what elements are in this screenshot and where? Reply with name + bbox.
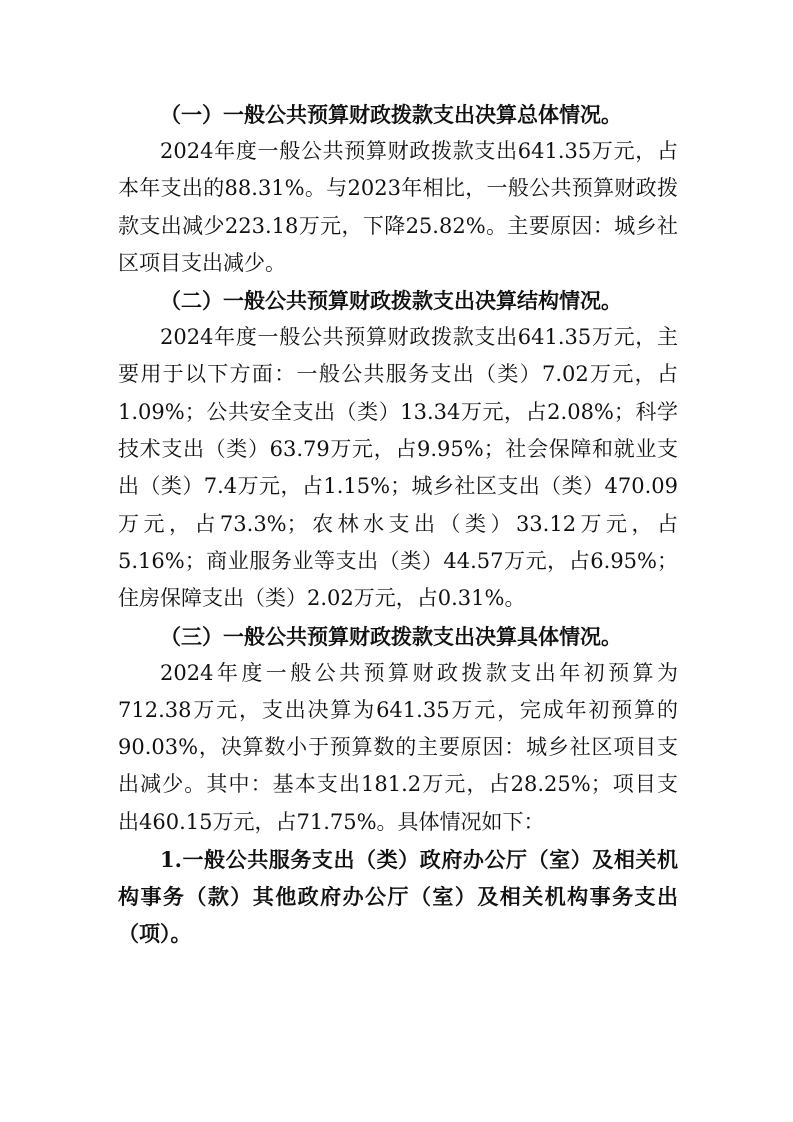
item-1-heading: 1.一般公共服务支出（类）政府办公厅（室）及相关机构事务（款）其他政府办公厅（室）及相关机构事务支出（项）。 (118, 847, 678, 947)
section-1-body: 2024年度一般公共预算财政拨款支出641.35万元，占本年支出的88.31%。与2023年相比，一般公共预算财政拨款支出减少223.18万元，下降25.82%。主要原因：城乡社区项目支出减少。 (118, 139, 678, 275)
section-1-heading: （一）一般公共预算财政拨款支出决算总体情况。 (160, 102, 622, 127)
document-page (118, 96, 678, 952)
section-2-heading: （二）一般公共预算财政拨款支出决算结构情况。 (160, 288, 622, 314)
section-2-body: 2024年度一般公共预算财政拨款支出641.35万元，主要用于以下方面：一般公共服务支出（类）7.02万元，占1.09%；公共安全支出（类）13.34万元，占2.08%；科学技术支出（类）63.79万元，占9.95%；社会保障和就业支出（类）7.4万元，占1.15%；城乡社区支出（类）470.09万元，占73.3%；农林水支出（类）33.12万元，占5.16%；商业服务业等支出（类）44.57万元，占6.95%；住房保障支出（类）2.02万元，占0.31%。 (118, 325, 678, 611)
section-3-body: 2024年度一般公共预算财政拨款支出年初预算为712.38万元，支出决算为641.35万元，完成年初预算的90.03%，决算数小于预算数的主要原因：城乡社区项目支出减少。其中：基本支出181.2万元，占28.25%；项目支出460.15万元，占71.75%。具体情况如下： (118, 660, 678, 834)
section-3-heading: （三）一般公共预算财政拨款支出决算具体情况。 (160, 623, 622, 649)
